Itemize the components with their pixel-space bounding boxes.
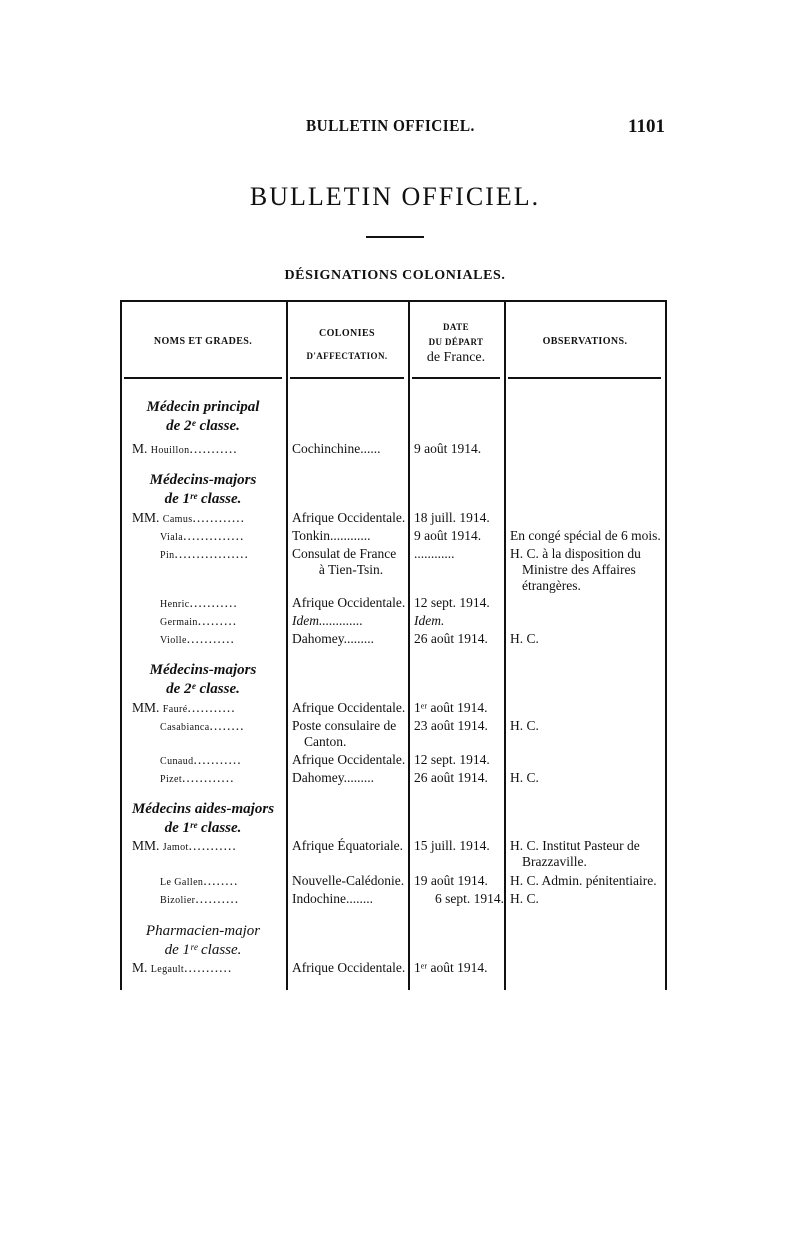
grade-heading-line: Médecins aides-majors [131,801,275,817]
grade-heading-line: Médecins-majors [149,662,257,678]
dot-leader: .............. [183,528,245,543]
colonie-cell: Cochinchine...... [292,441,381,456]
name-prefix: MM. [132,700,160,715]
dot-leader: ........... [189,595,238,610]
column-divider [504,300,506,990]
date-cell: 19 août 1914. [414,873,488,888]
name-cell [160,873,312,891]
name-cell [132,700,284,718]
colonie-cell: Dahomey......... [292,631,374,646]
header-date-line1: DATE [443,322,469,332]
grade-heading [120,800,286,838]
section-title: DÉSIGNATIONS COLONIALES. [284,268,506,283]
header-rule [412,377,500,379]
observation-line: H. C. à la disposition du [510,546,641,561]
grade-heading-line: Médecins-majors [149,472,257,488]
colonie-line: Consulat de France [292,546,397,561]
header-rule [290,377,404,379]
colonie-cell: Afrique Occidentale. [292,510,406,525]
colonie-line: à Tien-Tsin. [318,562,384,577]
date-cell: 1ᵉʳ août 1914. [414,960,488,975]
observation-line: Ministre des Affaires [522,562,636,577]
name-cell [160,718,312,736]
officer-name: Viala [160,532,184,543]
grade-heading-line: de 1ʳᵉ classe. [164,491,242,507]
colonie-cell: Afrique Occidentale. [292,960,406,975]
header-colonies-line1: COLONIES [319,328,375,339]
table-top-rule [120,300,666,302]
dot-leader: ........... [186,631,235,646]
date-cell: 26 août 1914. [414,770,488,785]
name-cell [132,960,284,978]
observation-line: Brazzaville. [522,854,587,869]
name-cell [160,528,312,546]
page-title: BULLETIN OFFICIEL. [249,182,541,211]
officer-name: Fauré [162,704,188,715]
name-cell [132,510,284,528]
name-cell [160,752,312,770]
observation-cell: En congé spécial de 6 mois. [510,528,661,543]
observation-cell: H. C. Admin. pénitentiaire. [510,873,657,888]
dot-leader: ................. [174,546,249,561]
colonie-cell [292,718,410,750]
date-cell: 12 sept. 1914. [414,595,490,610]
colonie-cell: Nouvelle-Calédonie. [292,873,405,888]
officer-name: Jamot [162,842,189,853]
grade-heading [120,661,286,699]
dot-leader: ........... [184,960,233,975]
colonie-cell: Afrique Équatoriale. [292,838,403,853]
date-cell: 9 août 1914. [414,441,482,456]
name-cell [132,838,284,856]
colonie-cell: Tonkin............ [292,528,371,543]
grade-heading-line: Pharmacien-major [145,923,261,939]
page-number: 1101 [628,116,665,137]
date-cell: 6 sept. 1914. [435,891,504,906]
name-cell [160,595,312,613]
name-cell [160,613,312,631]
dot-leader: .......... [195,891,240,906]
observation-cell: H. C. [510,891,539,906]
grade-heading [120,471,286,509]
dot-leader: ........... [188,838,237,853]
name-prefix: M. [132,441,148,456]
grade-heading [120,398,286,436]
grade-heading-line: de 2ᵉ classe. [166,681,240,697]
date-cell: ............ [414,546,455,561]
officer-name: Bizolier [160,895,196,906]
name-prefix: MM. [132,838,160,853]
header-rule [124,377,282,379]
date-cell: 26 août 1914. [414,631,488,646]
observation-cell: H. C. [510,631,539,646]
header-observations: OBSERVATIONS. [542,336,628,347]
header-colonies-line2: D'AFFECTATION. [306,351,388,361]
dot-leader: ......... [197,613,238,628]
officer-name: Legault [150,964,185,975]
header-date-line2: DU DÉPART [428,337,484,347]
officer-name: Casabianca [160,722,210,733]
colonie-line: Canton. [304,734,347,749]
designations-table [120,300,666,990]
name-cell [132,441,284,459]
running-title: BULLETIN OFFICIEL. [306,116,475,135]
header-colonies [286,326,408,364]
name-cell [160,770,312,788]
observation-cell: H. C. [510,770,539,785]
officer-name: Houillon [150,445,190,456]
officer-name: Henric [160,599,190,610]
officer-name: Pin [160,550,175,561]
colonie-cell: Afrique Occidentale. [292,752,406,767]
date-cell: 12 sept. 1914. [414,752,490,767]
colonie-cell: Afrique Occidentale. [292,595,406,610]
dot-leader: ............ [182,770,235,785]
colonie-cell: Dahomey......... [292,770,374,785]
colonie-cell: Afrique Occidentale. [292,700,406,715]
name-prefix: MM. [132,510,160,525]
dot-leader: ........... [187,700,236,715]
grade-heading-line: de 2ᵉ classe. [166,418,240,434]
dot-leader: ........... [193,752,242,767]
date-cell: Idem. [414,613,445,628]
colonie-cell: Indochine........ [292,891,373,906]
header-date [408,320,504,365]
date-cell: 1ᵉʳ août 1914. [414,700,488,715]
observation-cell [510,838,666,870]
name-cell [160,546,312,564]
officer-name: Pizet [160,774,182,785]
date-cell: 18 juill. 1914. [414,510,490,525]
date-cell: 15 juill. 1914. [414,838,490,853]
grade-heading-line: de 1ʳᵉ classe. [164,942,242,958]
observation-line: H. C. Institut Pasteur de [510,838,640,853]
officer-name: Germain [160,617,198,628]
colonie-line: Poste consulaire de [292,718,397,733]
header-noms: NOMS ET GRADES. [153,336,253,347]
date-cell: 9 août 1914. [414,528,482,543]
observation-cell: H. C. [510,718,539,733]
title-rule [366,236,424,238]
dot-leader: ........... [189,441,238,456]
officer-name: Le Gallen [160,877,204,888]
observation-cell [510,546,666,594]
name-prefix: M. [132,960,148,975]
dot-leader: ........ [203,873,239,888]
name-cell [160,631,312,649]
date-cell: 23 août 1914. [414,718,488,733]
officer-name: Cunaud [160,756,194,767]
header-date-line3: de France. [426,350,486,365]
dot-leader: ........ [209,718,245,733]
officer-name: Violle [160,635,187,646]
header-rule [508,377,661,379]
colonie-cell: Idem............. [292,613,363,628]
observation-line: étrangères. [522,578,581,593]
name-cell [160,891,312,909]
colonie-cell [292,546,410,578]
running-head [0,116,800,138]
grade-heading [120,922,286,960]
officer-name: Camus [162,514,193,525]
dot-leader: ............ [192,510,246,525]
grade-heading-line: Médecin principal [146,399,260,415]
grade-heading-line: de 1ʳᵉ classe. [164,820,242,836]
